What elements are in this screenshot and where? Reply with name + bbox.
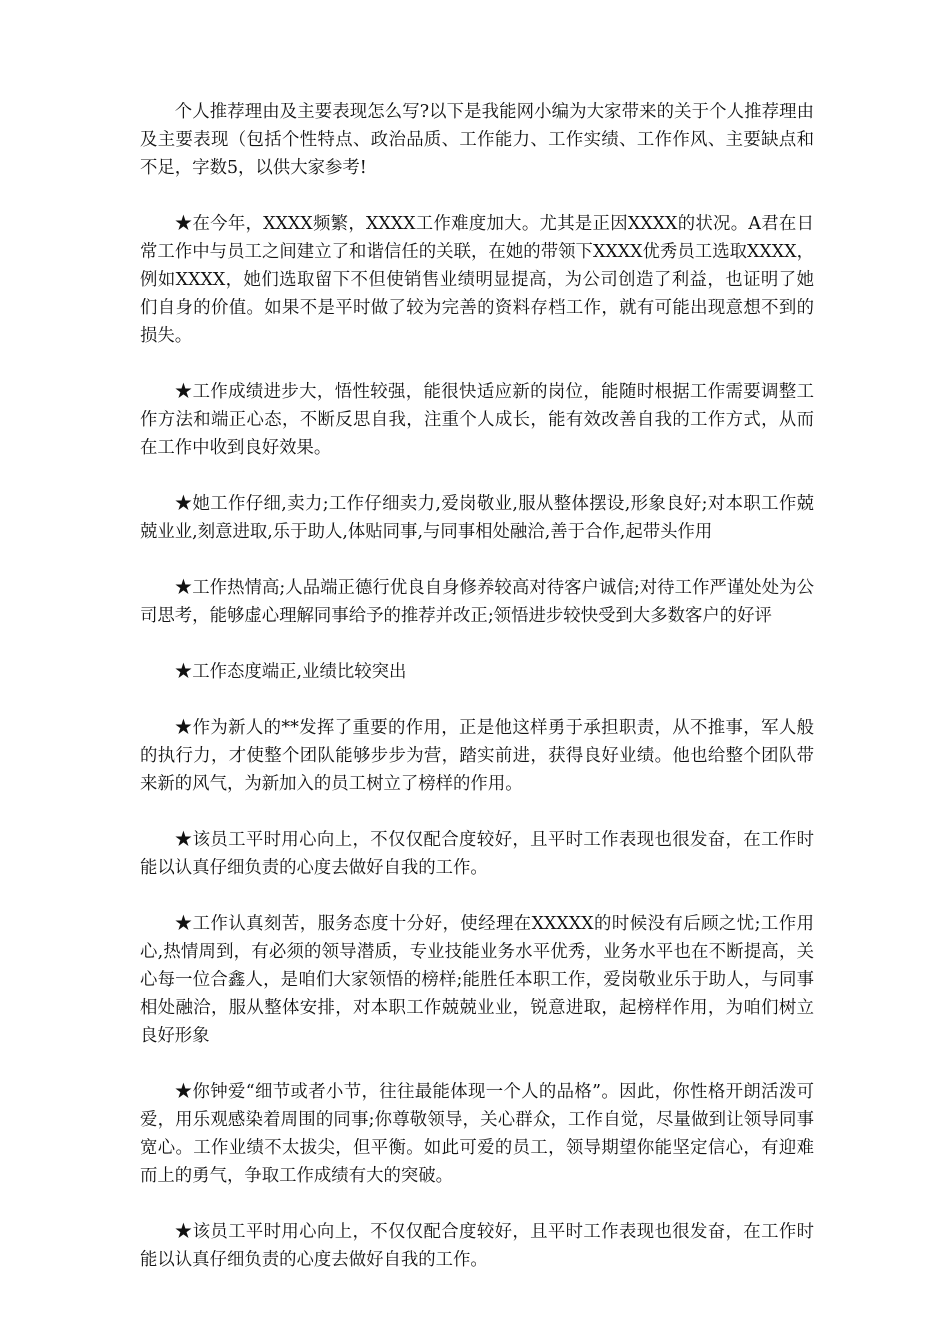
intro-paragraph: 个人推荐理由及主要表现怎么写?以下是我能网小编为大家带来的关于个人推荐理由及主要表现（包括个性特点、政治品质、工作能力、工作实绩、工作作风、主要缺点和不足，字数5，以供大家参考! bbox=[140, 102, 814, 178]
recommendation-paragraph: ★你钟爱“细节或者小节，往往最能体现一个人的品格”。因此，你性格开朗活泼可爱，用乐观感染着周围的同事;你尊敬领导，关心群众，工作自觉，尽量做到让领导同事宽心。工作业绩不太拔尖，但平衡。如此可爱的员工，领导期望你能坚定信心，有迎难而上的勇气，争取工作成绩有大的突破。 bbox=[140, 1082, 814, 1186]
recommendation-paragraph: ★该员工平时用心向上，不仅仅配合度较好，且平时工作表现也很发奋，在工作时能以认真仔细负责的心度去做好自我的工作。 bbox=[140, 1222, 814, 1270]
recommendation-paragraph: ★工作认真刻苦，服务态度十分好，使经理在XXXXX的时候没有后顾之忧;工作用心,热情周到，有必须的领导潜质，专业技能业务水平优秀，业务水平也在不断提高，关心每一位合鑫人，是咱们大家领悟的榜样;能胜任本职工作，爱岗敬业乐于助人，与同事相处融洽，服从整体安排，对本职工作兢兢业业，锐意进取，起榜样作用，为咱们树立良好形象 bbox=[140, 914, 814, 1046]
recommendation-paragraph: ★工作成绩进步大，悟性较强，能很快适应新的岗位，能随时根据工作需要调整工作方法和端正心态，不断反思自我，注重个人成长，能有效改善自我的工作方式，从而在工作中收到良好效果。 bbox=[140, 382, 814, 458]
recommendation-paragraph: ★工作热情高;人品端正德行优良自身修养较高对待客户诚信;对待工作严谨处处为公司思考，能够虚心理解同事给予的推荐并改正;领悟进步较快受到大多数客户的好评 bbox=[140, 578, 814, 626]
document-body bbox=[140, 98, 814, 1302]
recommendation-paragraph: ★她工作仔细,卖力;工作仔细卖力,爱岗敬业,服从整体摆设,形象良好;对本职工作兢兢业业,刻意进取,乐于助人,体贴同事,与同事相处融洽,善于合作,起带头作用 bbox=[140, 494, 814, 542]
recommendation-paragraph: ★工作态度端正,业绩比较突出 bbox=[174, 662, 407, 682]
recommendation-paragraph: ★作为新人的**发挥了重要的作用，正是他这样勇于承担职责，从不推事，军人般的执行力，才使整个团队能够步步为营，踏实前进，获得良好业绩。他也给整个团队带来新的风气，为新加入的员工树立了榜样的作用。 bbox=[140, 718, 814, 794]
recommendation-paragraph: ★该员工平时用心向上，不仅仅配合度较好，且平时工作表现也很发奋，在工作时能以认真仔细负责的心度去做好自我的工作。 bbox=[140, 830, 814, 878]
recommendation-paragraph: ★在今年，XXXX频繁，XXXX工作难度加大。尤其是正因XXXX的状况。A君在日常工作中与员工之间建立了和谐信任的关联，在她的带领下XXXX优秀员工选取XXXX，例如XXXX，她们选取留下不但使销售业绩明显提高，为公司创造了利益，也证明了她们自身的价值。如果不是平时做了较为完善的资料存档工作，就有可能出现意想不到的损失。 bbox=[140, 214, 814, 346]
